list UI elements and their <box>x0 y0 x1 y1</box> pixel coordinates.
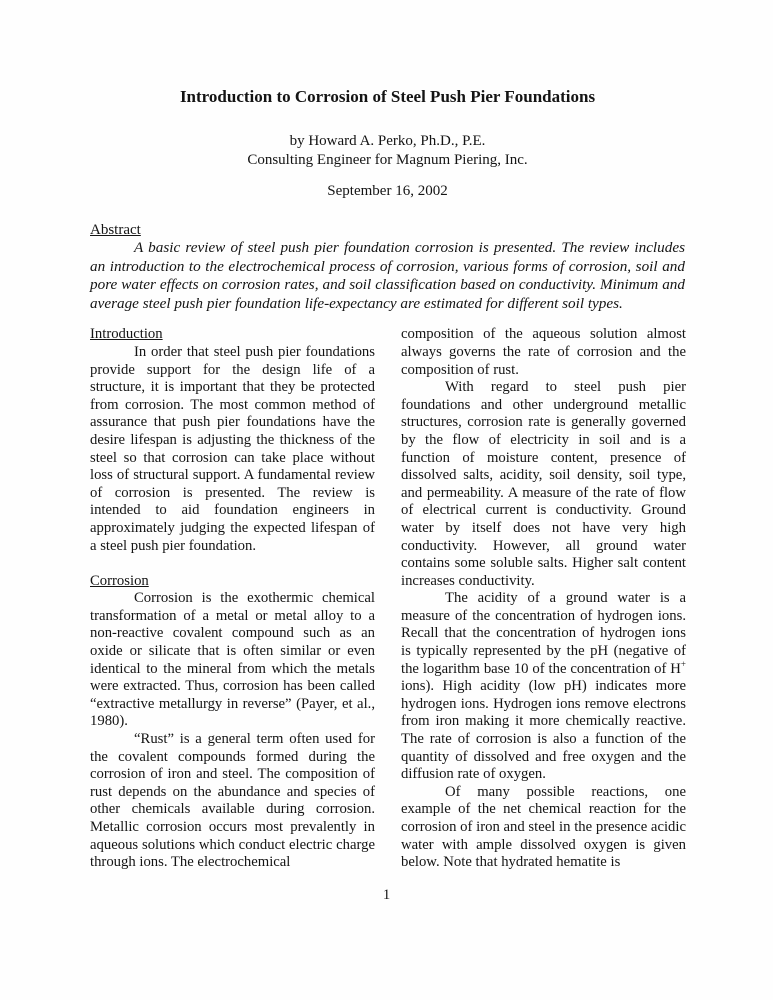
body-paragraph: In order that steel push pier foundations provide support for the design life of a structure, it is important that they be protected from corrosion. The most common method of assurance that push pier foundations have the desire lifespan is adjusting the thickness of the steel so that corrosion can take place without loss of structural support. A fundamental review of corrosion is presented. The review is intended to aid foundation engineers in approximately judging the expected lifespan of a steel push pier foundation. <box>90 343 375 554</box>
hydrogen-ion-superscript: + <box>680 658 686 669</box>
front-matter <box>90 86 685 201</box>
body-paragraph: With regard to steel push pier foundations and other underground metallic structures, corrosion rate is generally governed by the flow of electricity in soil and is a function of moisture content, presence of dissolved salts, acidity, soil density, soil type, and permeability. A measure of the rate of flow of electrical current is conductivity. Ground water by itself does not have very high conductivity. However, all ground water contains some soluble salts. Higher salt content increases conductivity. <box>401 379 686 589</box>
left-column <box>90 326 375 871</box>
paper-title: Introduction to Corrosion of Steel Push Pier Foundations <box>179 87 596 106</box>
abstract-text: A basic review of steel push pier foundation corrosion is presented. The review includes an introduction to the electrochemical process of corrosion, various forms of corrosion, soil and pore water effects on corrosion rates, and soil classification based on conductivity. Minimum and average steel push pier foundation life-expectancy are estimated for different soil types. <box>90 239 685 312</box>
author-byline: by Howard A. Perko, Ph.D., P.E. <box>289 133 486 149</box>
section-heading-corrosion: Corrosion <box>90 572 149 589</box>
paragraph-text-after-superscript: ions). High acidity (low pH) indicates more hydrogen ions. Hydrogen ions remove electrons from iron making it more chemically reactive. The rate of corrosion is also a function of the quantity of dissolved and free oxygen and the diffusion rate of oxygen. <box>401 678 686 783</box>
page-footer <box>0 886 773 904</box>
abstract-heading: Abstract <box>90 221 141 238</box>
two-column-body <box>90 326 685 871</box>
author-affiliation: Consulting Engineer for Magnum Piering, Inc. <box>247 151 528 168</box>
section-heading-introduction: Introduction <box>90 326 163 343</box>
right-column <box>401 326 686 871</box>
page-number: 1 <box>382 887 391 903</box>
abstract-section <box>90 221 685 314</box>
body-paragraph <box>401 590 686 784</box>
body-paragraph: “Rust” is a general term often used for the covalent compounds formed during the corrosion of iron and steel. The composition of rust depends on the abundance and species of other chemicals available during corrosion. Metallic corrosion occurs most prevalently in aqueous solutions which conduct electric charge through ions. The electrochemical <box>90 731 375 871</box>
body-paragraph: Of many possible reactions, one example of the net chemical reaction for the corrosion of iron and steel in the presence acidic water with ample dissolved oxygen is given below. Note that hydrated hematite is <box>401 783 686 871</box>
body-paragraph: Corrosion is the exothermic chemical transformation of a metal or metal alloy to a non-reactive covalent compound such as an oxide or silicate that is often similar or even identical to the mineral from which the metals were extracted. Thus, corrosion has been called “extractive metallurgy in reverse” (Payer, et al., 1980). <box>90 590 375 730</box>
body-paragraph-continuation: composition of the aqueous solution almost always governs the rate of corrosion and the composition of rust. <box>401 326 686 378</box>
paper-date: September 16, 2002 <box>327 183 448 199</box>
paragraph-text-before-superscript: The acidity of a ground water is a measure of the concentration of hydrogen ions. Recall that the concentration of hydrogen ions is typically represented by the pH (negative of the logarithm base 10 of the concentration of H <box>401 590 686 677</box>
